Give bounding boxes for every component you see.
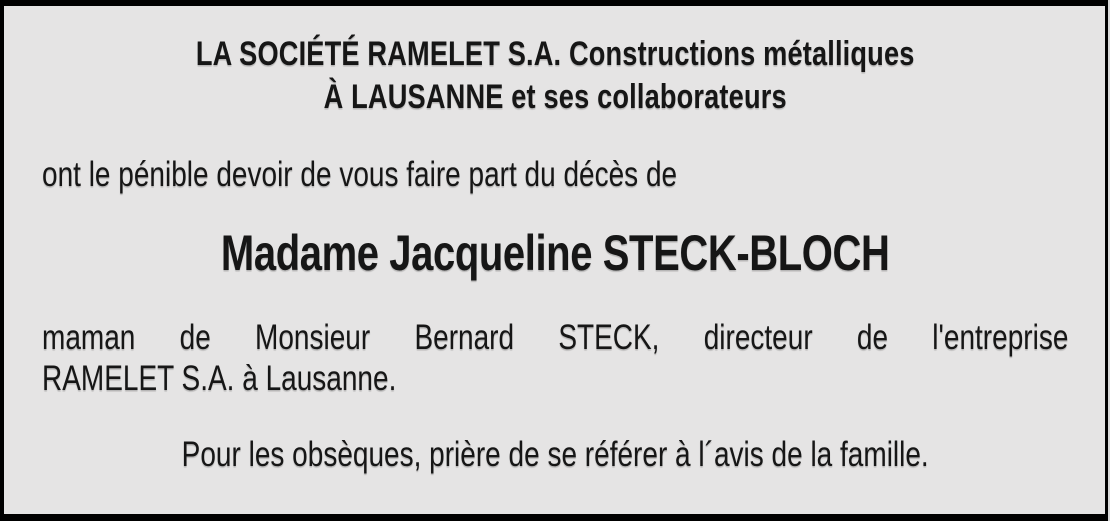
deceased-name: Madame Jacqueline STECK-BLOCH [220,225,890,281]
relation-line1: maman de Monsieur Bernard STECK, directeur de l'entreprise [42,318,1069,357]
company-header-line2: À LAUSANNE et ses collaborateurs [323,78,787,116]
relation-paragraph [42,317,1068,399]
relation-line2: RAMELET S.A. à Lausanne. [42,359,397,398]
notice-body [4,6,1105,514]
intro-line: ont le pénible devoir de vous faire part du décès de [42,155,678,194]
funeral-note: Pour les obsèques, prière de se référer à l´avis de la famille. [181,435,929,474]
company-header-line1: LA SOCIÉTÉ RAMELET S.A. Constructions métalliques [195,35,915,73]
company-header [4,33,1105,119]
